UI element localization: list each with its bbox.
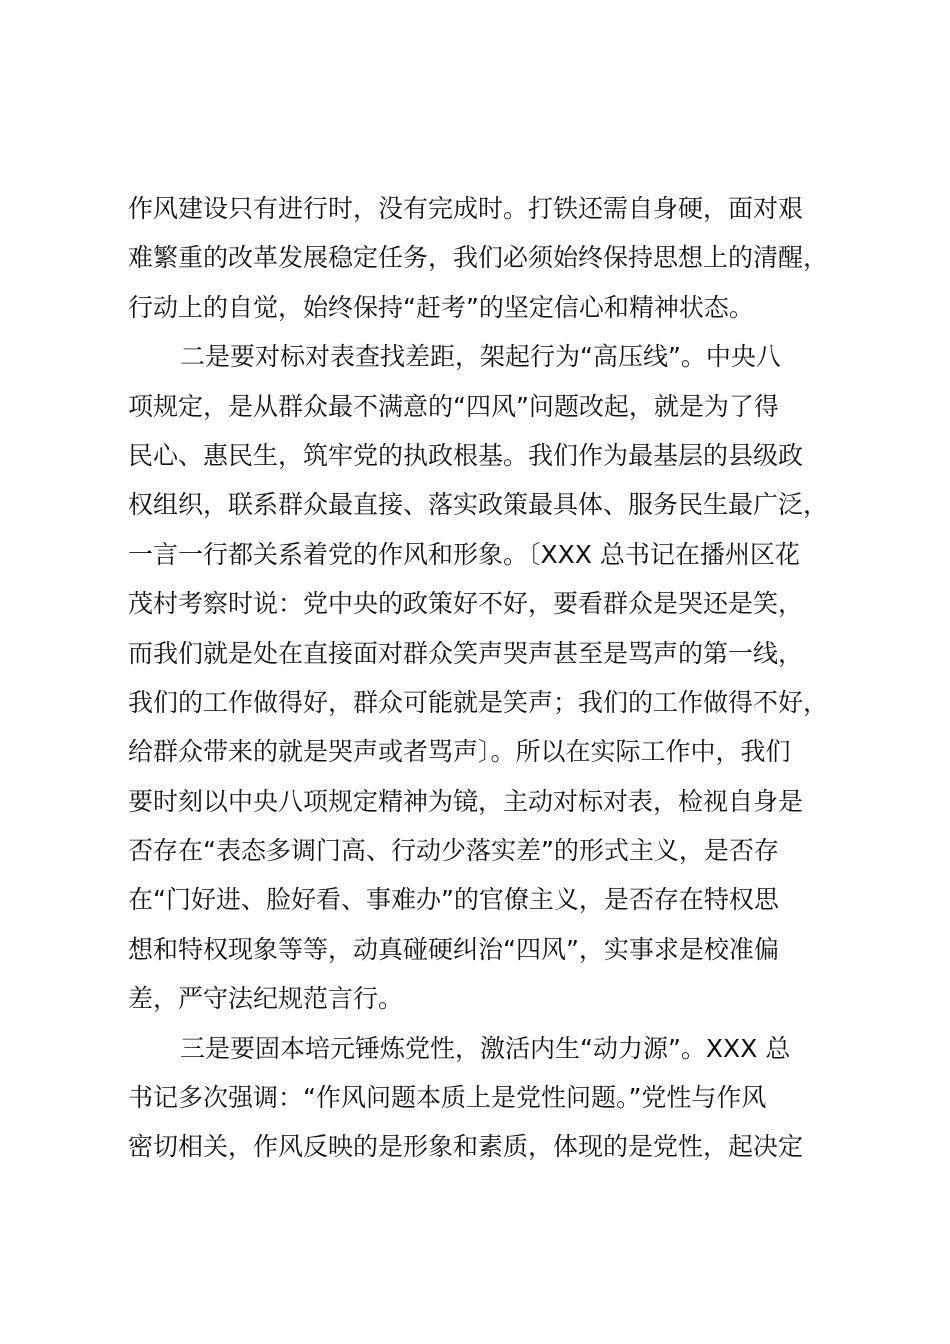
text-line: 茂村考察时说：党中央的政策好不好，要看群众是哭还是笑， — [128, 589, 804, 619]
text-line: 而我们就是处在直接面对群众笑声哭声甚至是骂声的第一线， — [128, 638, 804, 668]
text-line: 在“门好进、脸好看、事难办”的官僚主义，是否存在特权思 — [128, 885, 779, 915]
text-line: 一言一行都关系着党的作风和形象。〔XXX 总书记在播州区花 — [128, 539, 800, 569]
text-line: 权组织，联系群众最直接、落实政策最具体、服务民生最广泛， — [128, 490, 829, 520]
text-line: 书记多次强调：“作风问题本质上是党性问题。”党性与作风 — [128, 1083, 767, 1113]
text-line: 行动上的自觉，始终保持“赶考”的坚定信心和精神状态。 — [128, 292, 754, 322]
text-line: 我们的工作做得好，群众可能就是笑声；我们的工作做得不好， — [128, 687, 829, 717]
text-line: 差，严守法纪规范言行。 — [128, 984, 404, 1014]
text-line: 难繁重的改革发展稳定任务，我们必须始终保持思想上的清醒， — [128, 243, 829, 273]
body-text — [128, 184, 854, 1172]
text-line: 要时刻以中央八项规定精神为镜，主动对标对表，检视自身是 — [128, 786, 804, 816]
text-line: 民心、惠民生，筑牢党的执政根基。我们作为最基层的县级政 — [128, 440, 804, 470]
text-line: 否存在“表态多调门高、行动少落实差”的形式主义，是否存 — [128, 836, 779, 866]
text-line: 密切相关，作风反映的是形象和素质，体现的是党性，起决定 — [128, 1132, 804, 1162]
text-line: 项规定，是从群众最不满意的“四风”问题改起，就是为了得 — [128, 391, 779, 421]
text-line: 作风建设只有进行时，没有完成时。打铁还需自身硬，面对艰 — [128, 194, 804, 223]
paragraph-start-line: 三是要固本培元锤炼党性，激活内生“动力源”。XXX 总 — [180, 1033, 791, 1063]
paragraph-start-line: 二是要对标对表查找差距，架起行为“高压线”。中央八 — [180, 342, 781, 372]
text-line: 想和特权现象等等，动真碰硬纠治“四风”，实事求是校准偏 — [128, 934, 779, 964]
text-line: 给群众带来的就是哭声或者骂声〕。所以在实际工作中，我们 — [128, 737, 791, 767]
